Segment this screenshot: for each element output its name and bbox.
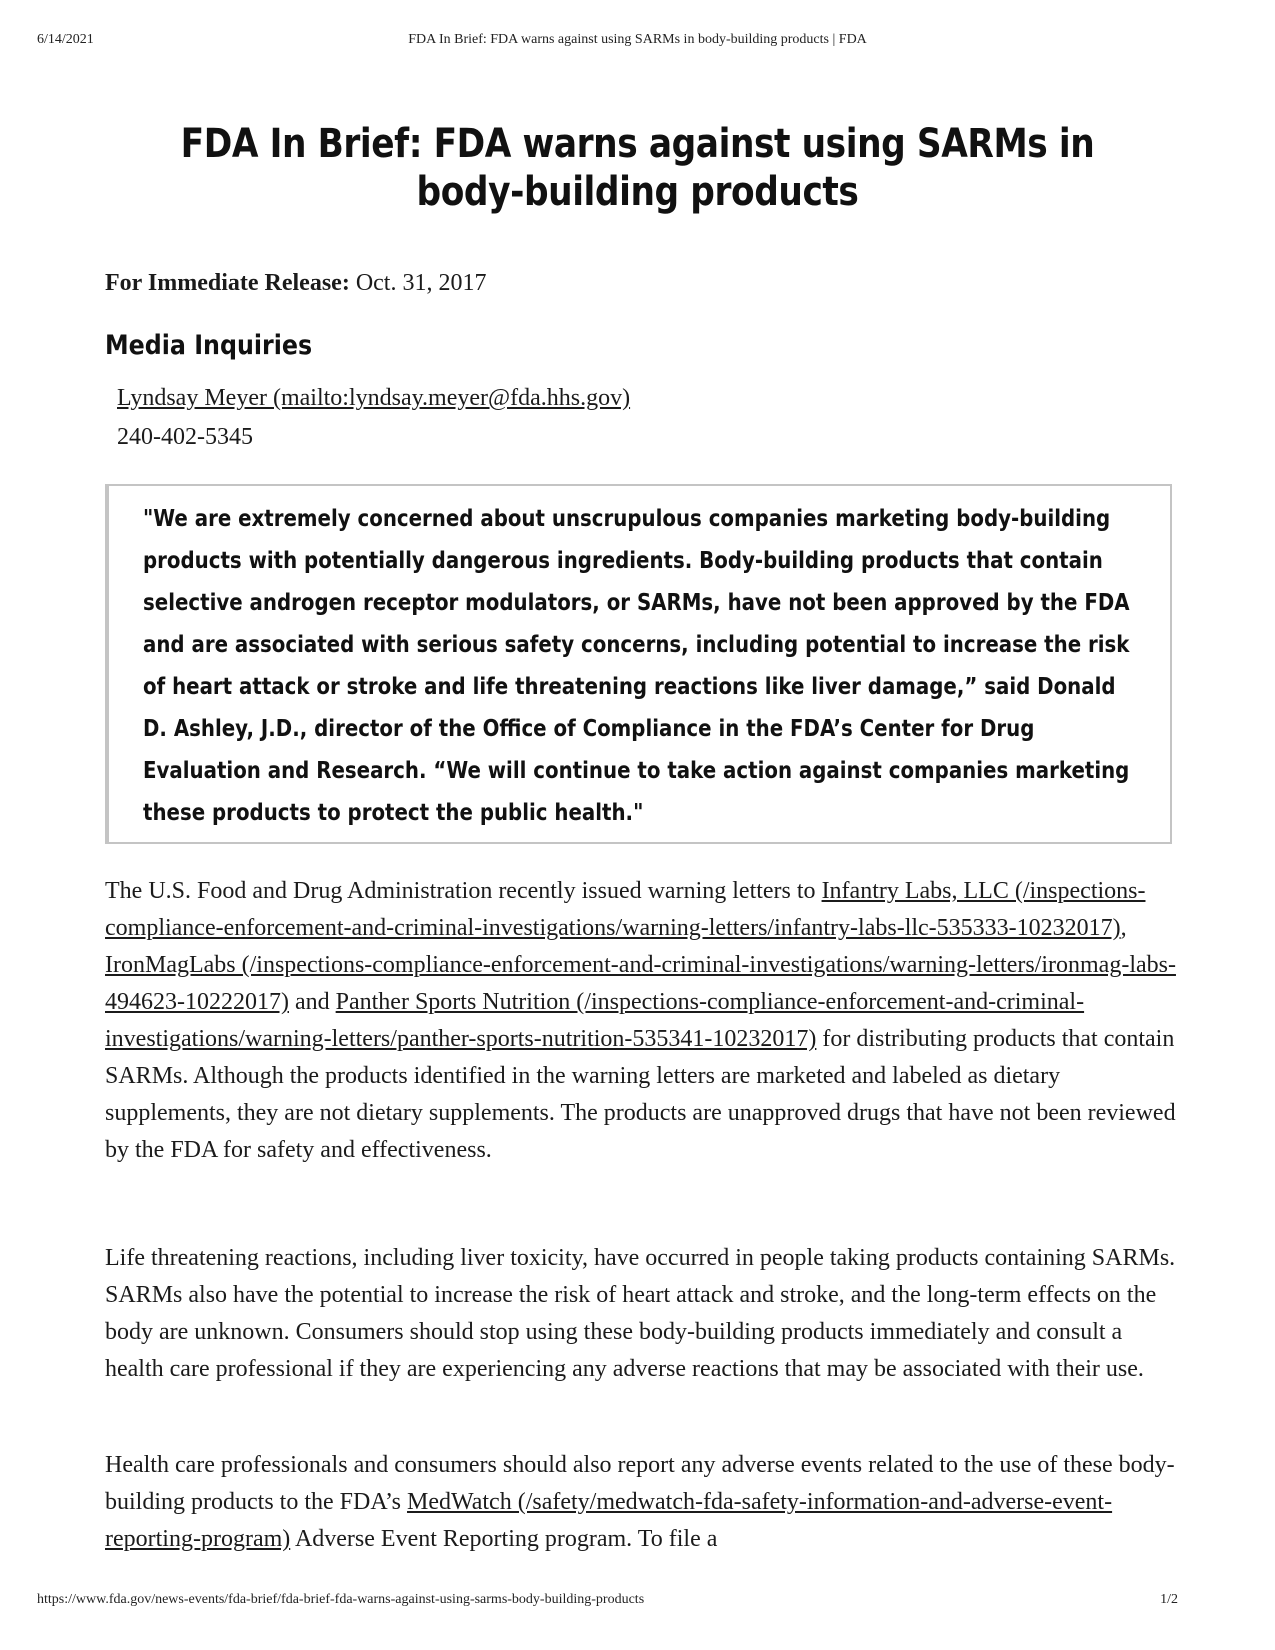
release-label: For Immediate Release: (105, 270, 350, 296)
paragraph-reporting (105, 1447, 1180, 1558)
release-line (105, 270, 486, 297)
contact-email-link[interactable]: Lyndsay Meyer (mailto:lyndsay.meyer@fda.hhs.gov) (117, 385, 631, 411)
p1-rest: for distributing products that contain SARMs. Although the products identified in the warning letters are marketed and labeled as dietary supplements, they are not dietary supplements. The products are unapproved drugs that have not been reviewed by the FDA for safety and effectiveness. (105, 1026, 1176, 1163)
print-url: https://www.fda.gov/news-events/fda-brief/fda-brief-fda-warns-against-using-sarms-body-building-products (37, 1592, 645, 1607)
media-inquiries-heading: Media Inquiries (105, 330, 313, 361)
pull-quote-box (105, 484, 1172, 844)
p3-intro: Health care professionals and consumers should also report any adverse events related to the use of these body-building products to the FDA’s (105, 1452, 1175, 1515)
pull-quote-text: "We are extremely concerned about unscrupulous companies marketing body-building products with potentially dangerous ingredients. Body-building products that contain selective androgen receptor modulators, or SARMs, have not been approved by the FDA and are associated with serious safety concerns, including potential to increase the risk of heart attack or stroke and life threatening reactions like liver damage,” said Donald D. Ashley, J.D., director of the Office of Compliance in the FDA’s Center for Drug Evaluation and Research. “We will continue to take action against companies marketing these products to protect the public health." (143, 506, 1130, 826)
panther-sports-nutrition-link[interactable]: Panther Sports Nutrition (/inspections-compliance-enforcement-and-criminal-investigations/warning-letters/panther-sports-nutrition-535341-10232017) (105, 989, 1085, 1052)
page-number: 1/2 (1160, 1592, 1178, 1607)
ironmaglabs-link[interactable]: IronMagLabs (/inspections-compliance-enforcement-and-criminal-investigations/warning-letters/ironmag-labs-494623-10222017) (105, 952, 1176, 1015)
contact-phone: 240-402-5345 (117, 424, 253, 450)
print-doc-title: FDA In Brief: FDA warns against using SARMs in body-building products | FDA (408, 32, 867, 47)
page-title: FDA In Brief: FDA warns against using SARMs in body-building products (180, 121, 1095, 215)
paragraph-health-risks: Life threatening reactions, including liver toxicity, have occurred in people taking products containing SARMs. SARMs also have the potential to increase the risk of heart attack and stroke, and the long-term effects on the body are unknown. Consumers should stop using these body-building products immediately and consult a health care professional if they are experiencing any adverse reactions that may be associated with their use. (105, 1245, 1176, 1382)
p3-rest: Adverse Event Reporting program. To file a (290, 1526, 718, 1552)
p1-and: and (288, 989, 336, 1015)
medwatch-link[interactable]: MedWatch (/safety/medwatch-fda-safety-information-and-adverse-event-reporting-program) (105, 1489, 1113, 1552)
print-date: 6/14/2021 (37, 32, 94, 47)
p1-separator: , (1120, 915, 1127, 941)
p1-intro: The U.S. Food and Drug Administration recently issued warning letters to (105, 878, 822, 904)
release-date: Oct. 31, 2017 (349, 270, 487, 296)
infantry-labs-link[interactable]: Infantry Labs, LLC (/inspections-compliance-enforcement-and-criminal-investigations/warning-letters/infantry-labs-llc-535333-10232017) (105, 878, 1146, 941)
paragraph-warning-letters (105, 873, 1180, 1169)
